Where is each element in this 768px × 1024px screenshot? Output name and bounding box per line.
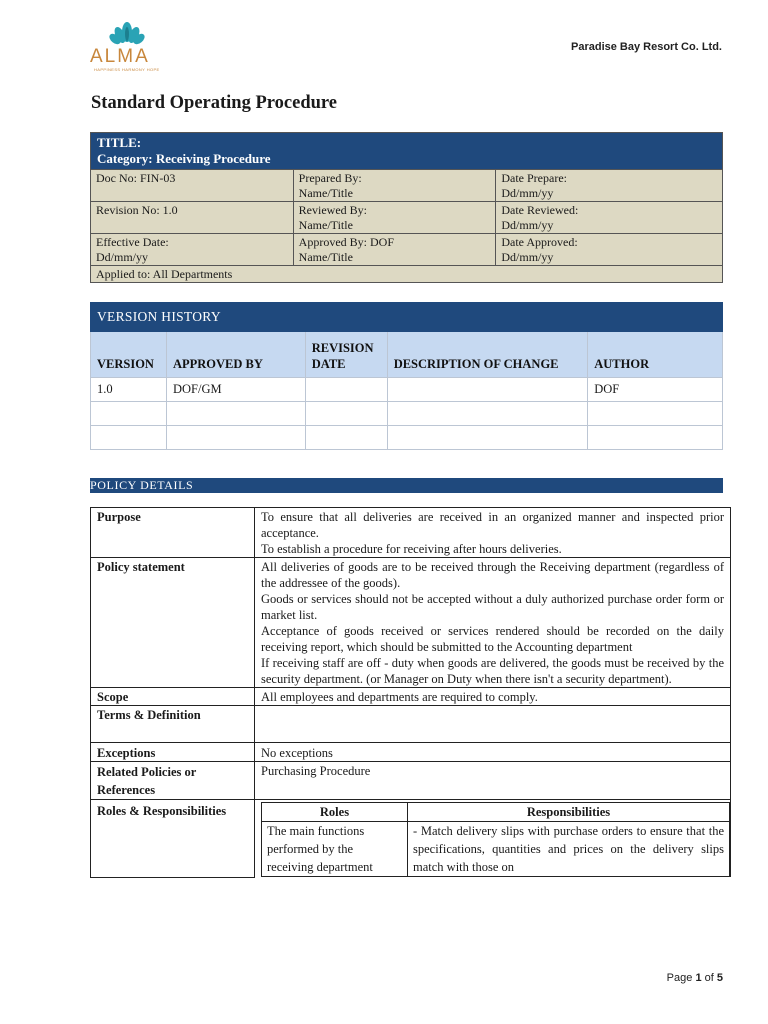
table-cell	[166, 426, 305, 450]
row-label: Terms & Definition	[91, 706, 255, 743]
text-line: If receiving staff are off - duty when goods are delivered, the goods must be received by the security department. (or Manager on Duty when there isn't a security department).	[261, 656, 724, 686]
table-cell: DOF/GM	[166, 378, 305, 402]
table-row	[91, 426, 723, 450]
column-header: AUTHOR	[588, 332, 723, 378]
roles-table	[261, 802, 730, 877]
title-row	[91, 133, 723, 170]
table-cell	[588, 426, 723, 450]
table-cell	[387, 426, 588, 450]
table-cell: 1.0	[91, 378, 167, 402]
table-cell	[305, 378, 387, 402]
text-line: All deliveries of goods are to be received through the Receiving department (regardless of the addressee of the goods).	[261, 560, 724, 590]
policy-statement-text	[255, 558, 731, 688]
company-name: Paradise Bay Resort Co. Ltd.	[571, 41, 722, 53]
terms-row	[91, 706, 731, 743]
purpose-text	[255, 508, 731, 558]
header-cell: Date Prepare: Dd/mm/yy	[496, 170, 723, 202]
related-row	[91, 762, 731, 800]
policy-details-table	[90, 507, 731, 878]
roles-cell	[255, 800, 731, 878]
scope-text: All employees and departments are required to comply.	[255, 688, 731, 706]
header-cell: Revision No: 1.0	[91, 202, 294, 234]
role-text: The main functions performed by the receiving department	[262, 822, 408, 877]
column-header: Roles	[262, 803, 408, 822]
row-label: Purpose	[91, 508, 255, 558]
table-cell	[91, 426, 167, 450]
column-header: REVISION DATE	[305, 332, 387, 378]
row-label: Policy statement	[91, 558, 255, 688]
header-row	[91, 170, 723, 202]
table-row	[91, 402, 723, 426]
title-label: TITLE:	[97, 135, 142, 150]
column-header: VERSION	[91, 332, 167, 378]
roles-header	[262, 803, 730, 822]
column-header: Responsibilities	[408, 803, 730, 822]
table-cell	[166, 402, 305, 426]
title-cell	[91, 133, 723, 170]
header-cell: Doc No: FIN-03	[91, 170, 294, 202]
exceptions-row	[91, 743, 731, 762]
table-cell	[387, 378, 588, 402]
table-cell	[588, 402, 723, 426]
table-row	[91, 378, 723, 402]
sop-header-table	[90, 132, 723, 283]
responsibility-text: - Match delivery slips with purchase orders to ensure that the specifications, quantities and prices on the delivery slips match with those on	[408, 822, 730, 877]
header-cell: Date Reviewed: Dd/mm/yy	[496, 202, 723, 234]
table-cell: DOF	[588, 378, 723, 402]
version-history-table	[90, 302, 723, 450]
text-line: To ensure that all deliveries are received in an organized manner and inspected prior acceptance.	[261, 510, 724, 540]
header-cell: Prepared By: Name/Title	[293, 170, 496, 202]
applied-to-cell: Applied to: All Departments	[91, 266, 723, 283]
row-label: Roles & Responsibilities	[91, 800, 255, 878]
terms-text	[255, 706, 731, 743]
page-of: of	[704, 972, 714, 984]
table-cell	[387, 402, 588, 426]
row-label: Exceptions	[91, 743, 255, 762]
table-cell	[305, 402, 387, 426]
total-pages: 5	[716, 972, 723, 984]
header-cell: Approved By: DOF Name/Title	[293, 234, 496, 266]
table-cell	[305, 426, 387, 450]
column-header: APPROVED BY	[166, 332, 305, 378]
text-line: Goods or services should not be accepted without a duly authorized purchase order form or market list.	[261, 592, 724, 622]
version-history-header	[91, 332, 723, 378]
table-cell	[91, 402, 167, 426]
row-label: Scope	[91, 688, 255, 706]
text-line: To establish a procedure for receiving after hours deliveries.	[261, 542, 562, 556]
category-label: Category: Receiving Procedure	[97, 151, 271, 166]
row-label: Related Policies or References	[91, 762, 255, 800]
scope-row	[91, 688, 731, 706]
version-history-title: VERSION HISTORY	[91, 303, 723, 332]
roles-row	[91, 800, 731, 878]
purpose-row	[91, 508, 731, 558]
logo-wordmark: ALMA	[90, 46, 150, 67]
column-header: DESCRIPTION OF CHANGE	[387, 332, 588, 378]
text-line: Acceptance of goods received or services rendered should be recorded on the daily receiving report, which should be submitted to the Accounting department	[261, 624, 724, 654]
page-number	[667, 972, 723, 984]
document-title: Standard Operating Procedure	[91, 93, 337, 113]
policy-statement-row	[91, 558, 731, 688]
table-row	[262, 822, 730, 877]
alma-logo	[88, 20, 168, 74]
header-row	[91, 202, 723, 234]
applied-to-row	[91, 266, 723, 283]
current-page: 1	[695, 972, 702, 984]
exceptions-text: No exceptions	[255, 743, 731, 762]
header-cell: Reviewed By: Name/Title	[293, 202, 496, 234]
header-cell: Date Approved: Dd/mm/yy	[496, 234, 723, 266]
logo-tagline: HAPPINESS HARMONY HOPE	[94, 67, 160, 72]
header-row	[91, 234, 723, 266]
policy-details-bar: POLICY DETAILS	[90, 478, 723, 493]
related-text: Purchasing Procedure	[255, 762, 731, 800]
page-prefix: Page	[666, 972, 693, 984]
header-cell: Effective Date: Dd/mm/yy	[91, 234, 294, 266]
